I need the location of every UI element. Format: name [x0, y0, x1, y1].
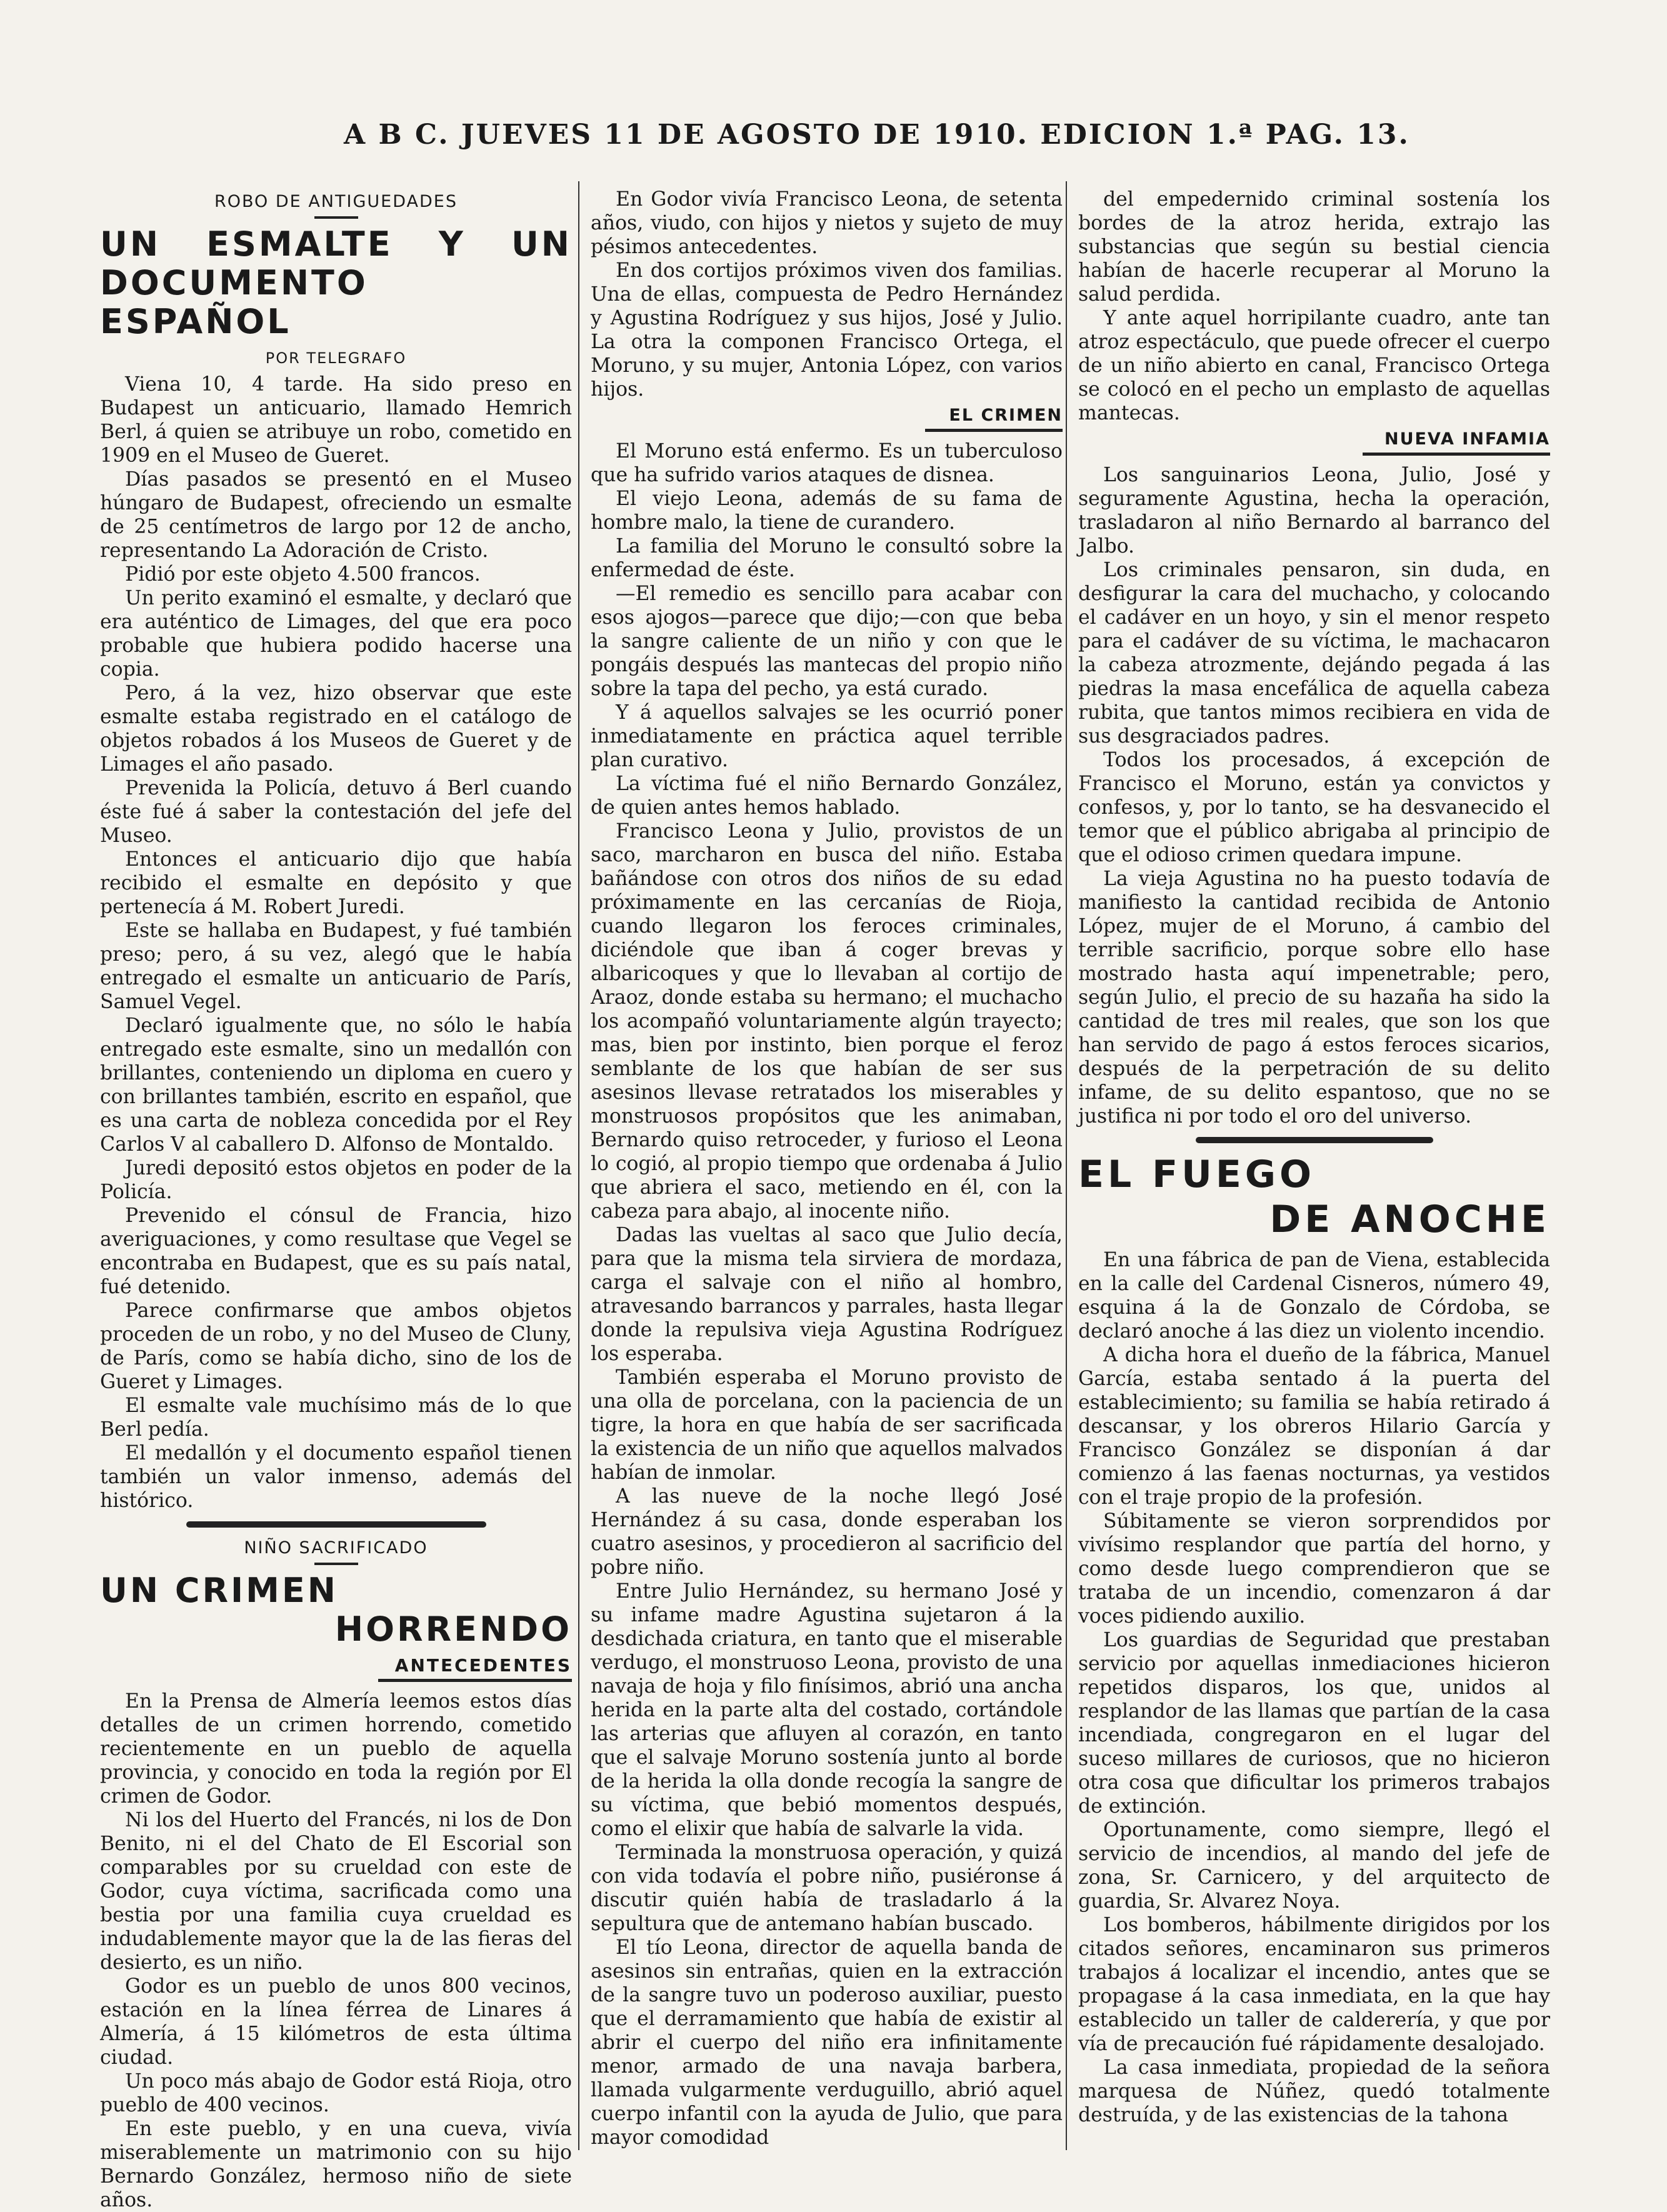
- paragraph: También esperaba el Moruno provisto de una olla de porcelana, con la paciencia de un tigre, la hora en que había de ser sacrificada la existencia de un niño que aquellos malvados habían de inmolar.: [591, 1366, 1063, 1484]
- paragraph: Y á aquellos salvajes se les ocurrió poner inmediatamente en práctica aquel terrible plan curativo.: [591, 701, 1063, 771]
- article-body-fuego: [1078, 1248, 1550, 2127]
- title-line: UN CRIMEN: [100, 1571, 338, 1610]
- paragraph: Prevenido el cónsul de Francia, hizo averiguaciones, y como resultase que Vegel se encontraba en Budapest, que es su país natal, fué detenido.: [100, 1204, 572, 1298]
- paragraph: Y ante aquel horripilante cuadro, ante tan atroz espectáculo, que puede ofrecer el cuerpo de un niño abierto en canal, Francisco Ortega se colocó en el pecho un emplasto de aquellas mantecas.: [1078, 307, 1550, 424]
- paragraph: Juredi depositó estos objetos en poder de la Policía.: [100, 1157, 572, 1203]
- paragraph: La familia del Moruno le consultó sobre la enfermedad de éste.: [591, 535, 1063, 581]
- paragraph: La vieja Agustina no ha puesto todavía de manifiesto la cantidad recibida de Antonio López, mujer de el Moruno, á cambio del terrible sacrificio, porque sobre ello hase mostrado hasta aquí impenetrable; pero, según Julio, el precio de su hazaña ha sido la cantidad de tres mil reales, que son los que han servido de pago á estos feroces sicarios, después de la perpetración de su delito infame, de su delito espantoso, que no se justifica ni por todo el oro del universo.: [1078, 868, 1550, 1128]
- article-body-esmalte: [100, 373, 572, 1513]
- column-rule: [1066, 181, 1067, 2150]
- section-label-el-crimen: EL CRIMEN: [949, 406, 1063, 425]
- paragraph: A las nueve de la noche llegó José Hernández á su casa, donde esperaban los cuatro asesinos, y procedieron al sacrificio del pobre niño.: [591, 1485, 1063, 1579]
- divider: [1196, 1137, 1433, 1143]
- paragraph: Los guardias de Seguridad que prestaban servicio por aquellas inmediaciones hicieron repetidos disparos, los que, unidos al resplandor de las llamas que partían de la casa incendiada, congregaron en el lugar del suceso millares de curiosos, que no hicieron otra cosa que dificultar los primeros trabajos de extinción.: [1078, 1629, 1550, 1818]
- page-header: A B C. JUEVES 11 DE AGOSTO DE 1910. EDICION 1.ª PAG. 13.: [344, 119, 1410, 151]
- paragraph: Un perito examinó el esmalte, y declaró que era auténtico de Limages, del que era poco probable que hubiera podido hacerse una copia.: [100, 587, 572, 681]
- article-title-crimen: [100, 1571, 572, 1649]
- section-label-robo: ROBO DE ANTIGUEDADES: [214, 192, 458, 211]
- divider: [1363, 453, 1550, 456]
- paragraph: Los sanguinarios Leona, Julio, José y seguramente Agustina, hecha la operación, trasladaron al niño Bernardo al barranco del Jalbo.: [1078, 464, 1550, 558]
- paragraph: En dos cortijos próximos viven dos familias. Una de ellas, compuesta de Pedro Hernández y Agustina Rodríguez y sus hijos, José y Julio. La otra la componen Francisco Ortega, el Moruno, y su mujer, Antonia López, con varios hijos.: [591, 259, 1063, 401]
- divider: [314, 216, 358, 219]
- paragraph: Entonces el anticuario dijo que había recibido el esmalte en depósito y que pertenecía á M. Robert Juredi.: [100, 848, 572, 918]
- paragraph: Pero, á la vez, hizo observar que este esmalte estaba registrado en el catálogo de objetos robados á los Museos de Gueret y de Limages el año pasado.: [100, 682, 572, 776]
- title-line: EL FUEGO: [1078, 1153, 1316, 1196]
- article-title-esmalte: UN ESMALTE Y UN DOCUMENTO ESPAÑOL: [100, 224, 572, 341]
- paragraph: Godor es un pueblo de unos 800 vecinos, estación en la línea férrea de Linares á Almería, á 15 kilómetros de esta última ciudad.: [100, 1975, 572, 2069]
- paragraph: El medallón y el documento español tienen también un valor inmenso, además del histórico.: [100, 1442, 572, 1512]
- paragraph: En una fábrica de pan de Viena, establecida en la calle del Cardenal Cisneros, número 49, esquina á la de Gonzalo de Córdoba, se declaró anoche á las diez un violento incendio.: [1078, 1249, 1550, 1343]
- paragraph: del empedernido criminal sostenía los bordes de la atroz herida, extrajo las substancias que según su bestial ciencia habían de hacerle recuperar al Moruno la salud perdida.: [1078, 188, 1550, 306]
- paragraph: Este se hallaba en Budapest, y fué también preso; pero, á su vez, alegó que le había entregado el esmalte un anticuario de París, Samuel Vegel.: [100, 919, 572, 1013]
- subtitle-antecedentes: ANTECEDENTES: [394, 1655, 572, 1676]
- section-label-nueva-infamia: NUEVA INFAMIA: [1384, 429, 1550, 449]
- section-label-nino: NIÑO SACRIFICADO: [244, 1538, 428, 1558]
- paragraph: Los criminales pensaron, sin duda, en desfigurar la cara del muchacho, y colocando el cadáver en un hoyo, y sin el menor respeto para el cadáver de su víctima, le machacaron la cabeza atrozmente, dejándo pegada á las piedras la masa encefálica de aquella cabeza rubita, que tantos mimos recibiera en vida de sus desgraciados padres.: [1078, 559, 1550, 748]
- paragraph: Entre Julio Hernández, su hermano José y su infame madre Agustina sujetaron á la desdichada criatura, en tanto que el miserable verdugo, el monstruoso Leona, provisto de una navaja de hoja y filo finísimos, abrió una ancha herida en la parte alta del costado, cortándole las arterias que afluyen al corazón, en tanto que el salvaje Moruno sostenía junto al borde de la herida la olla donde recogía la sangre de su víctima, que bebió momentos después, como el elixir que había de salvarle la vida.: [591, 1580, 1063, 1840]
- column-rule: [578, 181, 579, 2150]
- paragraph: El viejo Leona, además de su fama de hombre malo, la tiene de curandero.: [591, 488, 1063, 534]
- paragraph: Un poco más abajo de Godor está Rioja, otro pueblo de 400 vecinos.: [100, 2070, 572, 2116]
- divider: [925, 429, 1063, 432]
- divider: [186, 1521, 486, 1528]
- column-2: [591, 188, 1063, 2149]
- paragraph: Declaró igualmente que, no sólo le había entregado este esmalte, sino un medallón con brillantes, conteniendo un diploma en cuero y con brillantes también, escrito en español, que es una carta de nobleza concedida por el Rey Carlos V al caballero D. Alfonso de Montaldo.: [100, 1014, 572, 1156]
- paragraph: El esmalte vale muchísimo más de lo que Berl pedía.: [100, 1394, 572, 1441]
- article-body-crimen: [100, 1689, 572, 2212]
- paragraph: Ni los del Huerto del Francés, ni los de Don Benito, ni el del Chato de El Escorial son comparables por su crueldad con este de Godor, cuya víctima, sacrificada como una bestia por una familia cuya crueldad es indudablemente mayor que la de las fieras del desierto, es un niño.: [100, 1809, 572, 1974]
- paragraph: La víctima fué el niño Bernardo González, de quien antes hemos hablado.: [591, 773, 1063, 819]
- paragraph: Prevenida la Policía, detuvo á Berl cuando éste fué á saber la contestación del jefe del Museo.: [100, 777, 572, 847]
- paragraph: Terminada la monstruosa operación, y quizá con vida todavía el pobre niño, pusiéronse á discutir quién había de trasladarlo á la sepultura que de antemano habían buscado.: [591, 1841, 1063, 1935]
- paragraph: En la Prensa de Almería leemos estos días detalles de un crimen horrendo, cometido recientemente en un pueblo de aquella provincia, y conocido en toda la región por El crimen de Godor.: [100, 1690, 572, 1808]
- paragraph: En este pueblo, y en una cueva, vivía miserablemente un matrimonio con su hijo Bernardo González, hermoso niño de siete años.: [100, 2118, 572, 2211]
- byline: POR TELEGRAFO: [265, 349, 407, 367]
- paragraph: Parece confirmarse que ambos objetos proceden de un robo, y no del Museo de Cluny, de París, como se había dicho, sino de los de Gueret y Limages.: [100, 1299, 572, 1393]
- paragraph: —El remedio es sencillo para acabar con esos ajogos—parece que dijo;—con que beba la sangre caliente de un niño y con que le pongáis después las mantecas del propio niño sobre la tapa del pecho, ya está curado.: [591, 583, 1063, 700]
- paragraph: Pidió por este objeto 4.500 francos.: [125, 563, 481, 586]
- paragraph: El tío Leona, director de aquella banda de asesinos sin entrañas, quien en la extracción de la sangre tuvo un poderoso auxiliar, puesto que el derramamiento que había de existir al abrir el cuerpo del niño era infinitamente menor, armado de una navaja barbera, llamada vulgarmente verduguillo, abrió aquel cuerpo infantil con la ayuda de Julio, que para mayor comodidad: [591, 1936, 1063, 2149]
- article-body-nueva-infamia: [1078, 463, 1550, 1128]
- paragraph: Dadas las vueltas al saco que Julio decía, para que la misma tela sirviera de mordaza, carga el salvaje con el niño al hombro, atravesando barrancos y parrales, hasta llegar donde la repulsiva vieja Agustina Rodríguez los esperaba.: [591, 1224, 1063, 1365]
- paragraph: A dicha hora el dueño de la fábrica, Manuel García, estaba sentado á la puerta del establecimiento; su familia se había retirado á descansar, y los obreros Hilario García y Francisco González se disponían á dar comienzo á las faenas nocturnas, ya vestidos con el traje propio de la profesión.: [1078, 1344, 1550, 1509]
- article-body-continued: [591, 188, 1063, 401]
- paragraph: Todos los procesados, á excepción de Francisco el Moruno, están ya convictos y confesos, y, por lo tanto, se ha desvanecido el temor que el público abrigaba al principio de que el odioso crimen quedara impune.: [1078, 749, 1550, 866]
- paragraph: La casa inmediata, propiedad de la señora marquesa de Núñez, quedó totalmente destruída, y de las existencias de la tahona: [1078, 2056, 1550, 2126]
- article-body-el-crimen: [591, 439, 1063, 2149]
- column-3: [1078, 188, 1550, 2127]
- article-title-fuego: [1078, 1152, 1550, 1242]
- article-body-continued: [1078, 188, 1550, 425]
- divider: [314, 1563, 358, 1565]
- title-line: HORRENDO: [334, 1609, 572, 1649]
- paragraph: El Moruno está enfermo. Es un tuberculoso que ha sufrido varios ataques de disnea.: [591, 440, 1063, 486]
- paragraph: Viena 10, 4 tarde. Ha sido preso en Budapest un anticuario, llamado Hemrich Berl, á quien se atribuye un robo, cometido en 1909 en el Museo de Gueret.: [100, 373, 572, 467]
- paragraph: Días pasados se presentó en el Museo húngaro de Budapest, ofreciendo un esmalte de 25 centímetros de largo por 12 de ancho, representando La Adoración de Cristo.: [100, 468, 572, 562]
- paragraph: En Godor vivía Francisco Leona, de setenta años, viudo, con hijos y nietos y sujeto de muy pésimos antecedentes.: [591, 188, 1063, 258]
- paragraph: Los bomberos, hábilmente dirigidos por los citados señores, encaminaron sus primeros trabajos á localizar el incendio, antes que se propagase á la casa inmediata, en la que hay establecido un taller de calderería, y que por vía de precaución fué rápidamente desalojado.: [1078, 1914, 1550, 2055]
- paragraph: Francisco Leona y Julio, provistos de un saco, marcharon en busca del niño. Estaba bañándose con otros dos niños de su edad próximamente en las cercanías de Rioja, cuando llegaron los feroces criminales, diciéndole que iban á coger brevas y albaricoques y que lo llevaban al cortijo de Araoz, donde estaba su hermano; el muchacho los acompañó voluntariamente algún trayecto; mas, bien por instinto, bien porque el feroz semblante de los que habían de ser sus asesinos llevase retratados los miserables y monstruosos propósitos que les animaban, Bernardo quiso retroceder, y furioso el Leona lo cogió, al propio tiempo que ordenaba á Julio que abriera el saco, metiendo en él, con la cabeza para abajo, al inocente niño.: [591, 820, 1063, 1223]
- title-line: DE ANOCHE: [1269, 1198, 1550, 1241]
- paragraph: Oportunamente, como siempre, llegó el servicio de incendios, al mando del jefe de zona, Sr. Carnicero, y del arquitecto de guardia, Sr. Alvarez Noya.: [1078, 1819, 1550, 1913]
- paragraph: Súbitamente se vieron sorprendidos por vivísimo resplandor que partía del horno, y como desde luego comprendieron que se trataba de un incendio, comenzaron á dar voces pidiendo auxilio.: [1078, 1510, 1550, 1628]
- column-1: [100, 188, 572, 2212]
- divider: [378, 1679, 572, 1682]
